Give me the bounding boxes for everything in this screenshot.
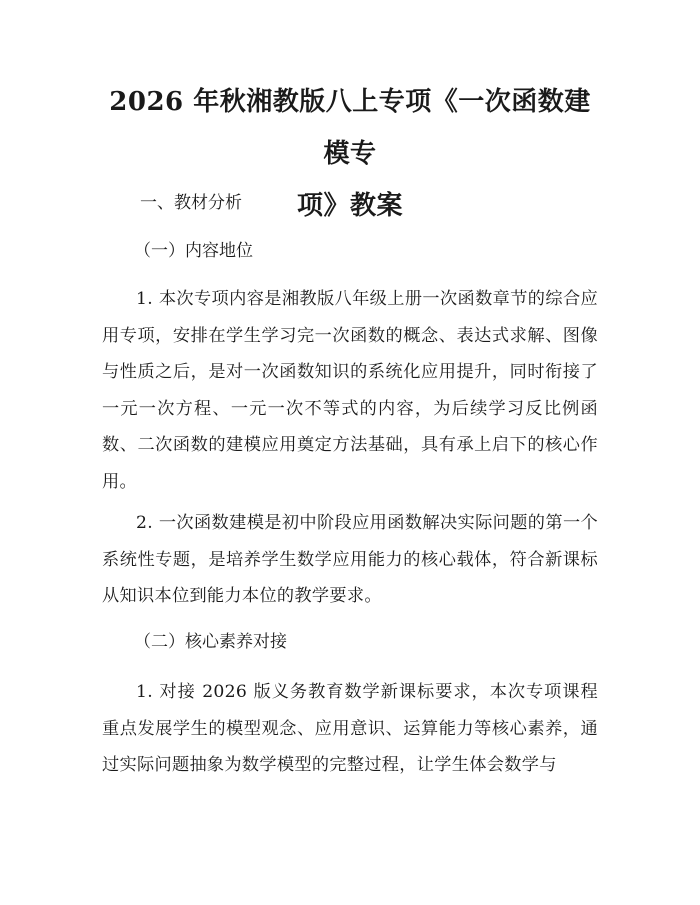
paragraph-1: 1. 本次专项内容是湘教版八年级上册一次函数章节的综合应用专项，安排在学生学习完一次函数的概念、表达式求解、图像与性质之后，是对一次函数知识的系统化应用提升，同时衔接了一元一次方程、一元一次不等式的内容，为后续学习反比例函数、二次函数的建模应用奠定方法基础，具有承上启下的核心作用。 [102, 289, 598, 492]
paragraph-2: 2. 一次函数建模是初中阶段应用函数解决实际问题的第一个系统性专题，是培养学生数学应用能力的核心载体，符合新课标从知识本位到能力本位的教学要求。 [102, 513, 598, 606]
paragraph-3: 1. 对接 2026 版义务教育数学新课标要求，本次专项课程重点发展学生的模型观念、应用意识、运算能力等核心素养，通过实际问题抽象为数学模型的完整过程，让学生体会数学与 [102, 682, 598, 775]
subsection-heading-core-literacy: （二）核心素养对接 [134, 632, 287, 652]
document-title-line-2: 项》教案 [296, 191, 403, 221]
document-title-line-1: 2026 年秋湘教版八上专项《一次函数建模专 [109, 87, 591, 169]
section-heading-textbook-analysis: 一、教材分析 [140, 193, 242, 213]
subsection-heading-content-position: （一）内容地位 [134, 241, 253, 261]
